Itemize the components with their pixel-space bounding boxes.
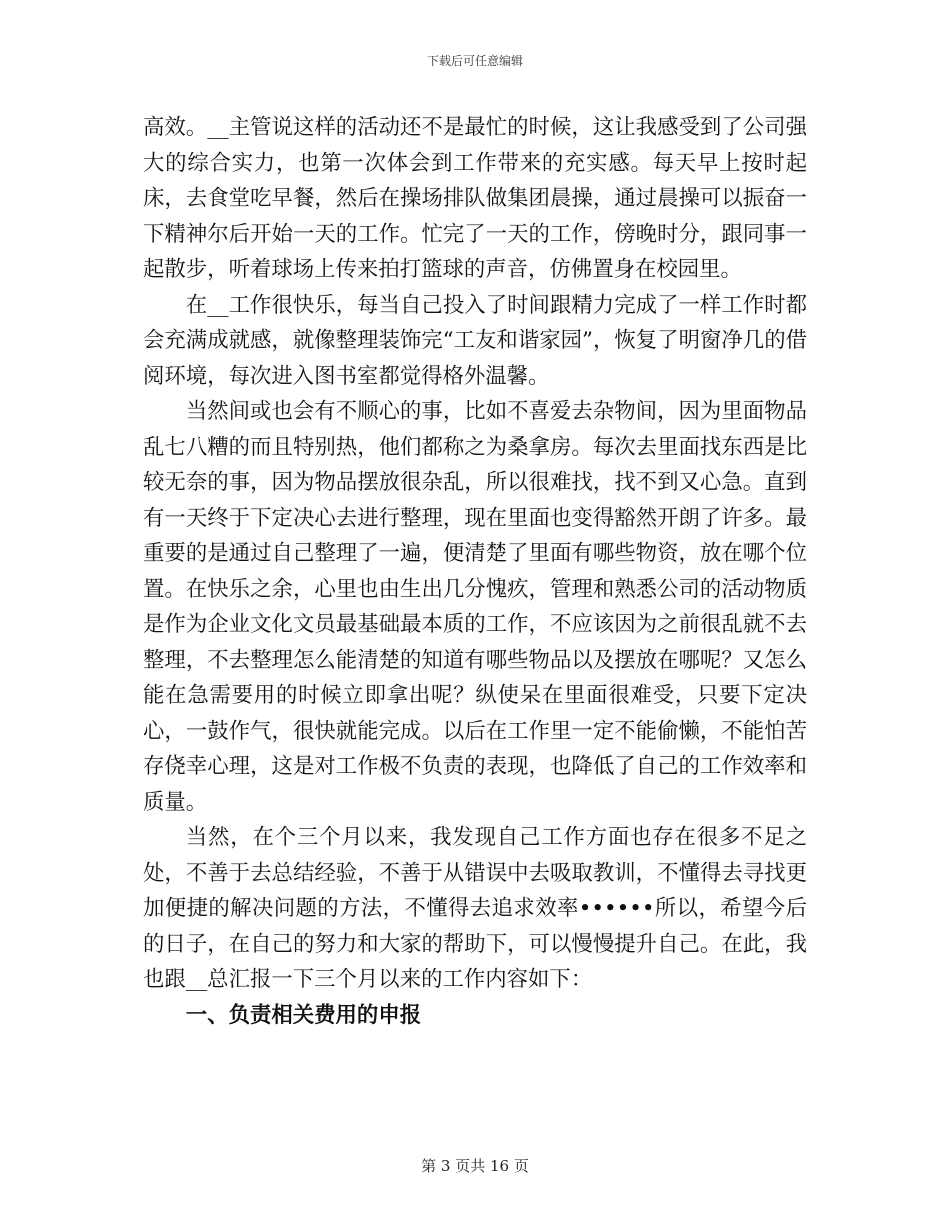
paragraph-3: 当然间或也会有不顺心的事，比如不喜爱去杂物间，因为里面物品乱七八糟的而且特别热，他们都称之为桑拿房。每次去里面找东西是比较无奈的事，因为物品摆放很杂乱，所以很难找，找不到又心急。直到有一天终于下定决心去进行整理，现在里面也变得豁然开朗了许多。最重要的是通过自己整理了一遍，便清楚了里面有哪些物资，放在哪个位置。在快乐之余，心里也由生出几分愧疚，管理和熟悉公司的活动物质是作为企业文化文员最基础最本质的工作，不应该因为之前很乱就不去整理，不去整理怎么能清楚的知道有哪些物品以及摆放在哪呢？又怎么能在急需要用的时候立即拿出呢？纵使呆在里面很难受，只要下定决心，一鼓作气，很快就能完成。以后在工作里一定不能偷懒，不能怕苦存侥幸心理，这是对工作极不负责的表现，也降低了自己的工作效率和质量。 <box>143 399 807 815</box>
paragraph-1: 高效。__主管说这样的活动还不是最忙的时候，这让我感受到了公司强大的综合实力，也第一次体会到工作带来的充实感。每天早上按时起床，去食堂吃早餐，然后在操场排队做集团晨操，通过晨操可以振奋一下精神尔后开始一天的工作。忙完了一天的工作，傍晚时分，跟同事一起散步，听着球场上传来拍打篮球的声音，仿佛置身在校园里。 <box>143 115 807 282</box>
document-body <box>143 110 807 1033</box>
paragraph-2: 在__工作很快乐，每当自己投入了时间跟精力完成了一样工作时都会充满成就感，就像整理装饰完“工友和谐家园”，恢复了明窗净几的借阅环境，每次进入图书室都觉得格外温馨。 <box>143 292 807 389</box>
paragraph-4: 当然，在个三个月以来，我发现自己工作方面也存在很多不足之处，不善于去总结经验，不善于从错误中去吸取教训，不懂得去寻找更加便捷的解决问题的方法，不懂得去追求效率••••••所以，希望今后的日子，在自己的努力和大家的帮助下，可以慢慢提升自己。在此，我也跟__总汇报一下三个月以来的工作内容如下： <box>143 825 807 992</box>
section-heading: 一、负责相关费用的申报 <box>185 1002 422 1028</box>
page-footer: 第 3 页共 16 页 <box>421 1157 529 1175</box>
page-header: 下载后可任意编辑 <box>426 54 523 68</box>
